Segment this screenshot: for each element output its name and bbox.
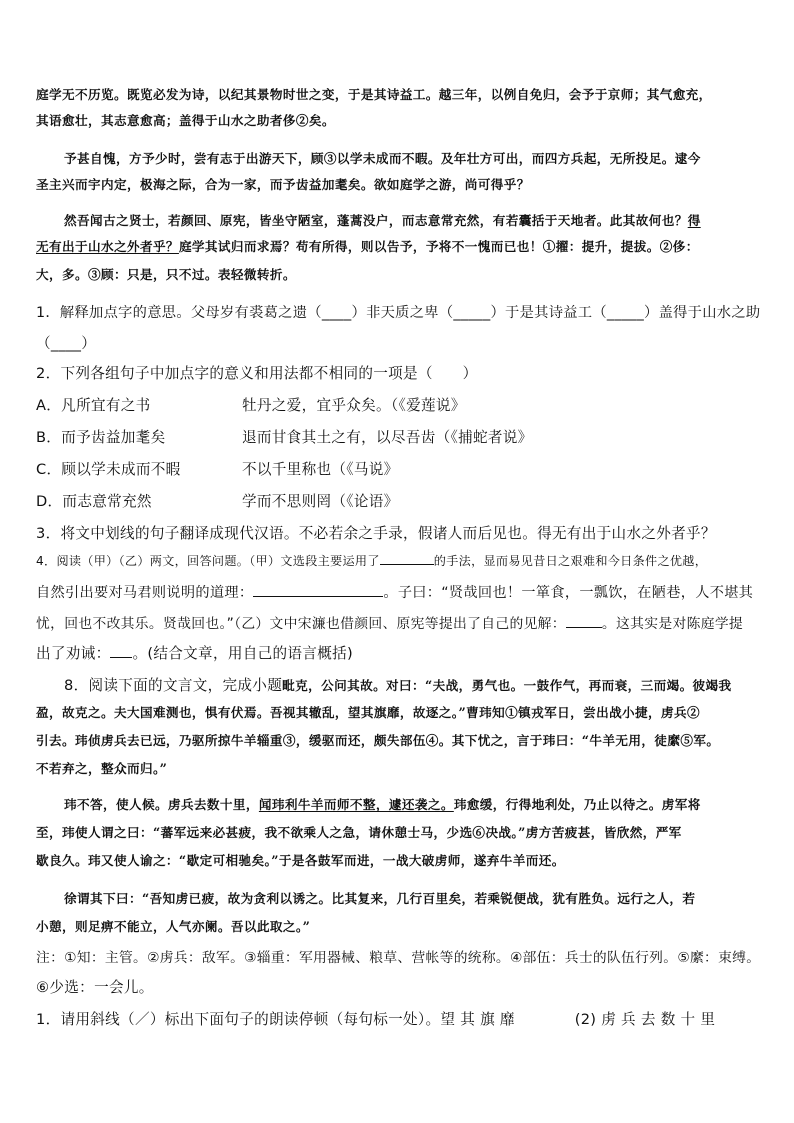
passage2-line: 盈，故克之。夫大国难测也，惧有伏焉。吾视其辙乱，望其旗靡，故逐之。”曹玮知①镇戎军日，尝出战小捷，虏兵② — [36, 705, 701, 720]
question-4-line — [36, 612, 743, 632]
question-4-line — [36, 552, 707, 569]
passage1-line — [36, 236, 699, 255]
option-left: D．而志意常充然 — [36, 493, 152, 510]
underlined-sentence: 得 — [687, 213, 701, 228]
q4-text: 自然引出要对马君则说明的道理： — [36, 585, 254, 601]
answer-blank[interactable] — [110, 645, 132, 658]
q5-part-2: (2) 虏 兵 去 数 十 里 — [574, 1011, 716, 1028]
option-a — [36, 394, 466, 415]
q5-part-1: 1．请用斜线（／）标出下面句子的朗读停顿（每句标一处）。望 其 旗 靡 — [36, 1011, 515, 1028]
passage2-line: 引去。玮侦虏兵去已远，乃驱所掠牛羊辎重③，缓驱而还，颇失部伍④。其下忧之，言于玮曰：“牛羊无用，徒縻⑤军。 — [36, 733, 720, 748]
passage2-text: 玮愈缓，行得地利处，乃止以待之。虏军将 — [453, 797, 701, 812]
answer-blank[interactable] — [253, 584, 383, 597]
option-left: B．而予齿益加耄矣 — [36, 429, 166, 446]
question-4-line — [36, 582, 753, 602]
q4-text: 。这其实是对陈庭学提 — [601, 616, 744, 632]
passage2-line: 歇良久。玮又使人谕之：“歇定可相驰矣。”于是各鼓军而进，一战大破虏师，遂弃牛羊而还。 — [36, 853, 565, 868]
option-right: 不以千里称也（《马说》 — [242, 461, 399, 478]
q4-text: 。(结合文章，用自己的语言概括) — [132, 645, 353, 662]
passage2-line — [64, 674, 732, 695]
passage1-line — [64, 210, 701, 229]
q4-text: 4．阅读（甲）（乙）两文，回答问题。（甲）文选段主要运用了 — [36, 554, 380, 568]
question-1: 1．解释加点字的意思。父母岁有裘葛之遗（____）非天质之卑（_____）于是其诗益工（_____）盖得于山水之助 — [36, 305, 761, 321]
passage1-text: 然吾闻古之贤士，若颜回、原宪，皆坐守陋室，蓬蒿没户，而志意常充然，有若囊括于天地者。此其故何也？ — [64, 213, 688, 228]
option-right: 牡丹之爱，宜乎众矣。（《爱莲说》 — [242, 397, 466, 414]
q4-text: 。子曰：“贤哉回也！一箪食，一瓢饮，在陋巷，人不堪其 — [383, 585, 754, 601]
passage2-line: 至，玮使人谓之曰：“蕃军远来必甚疲，我不欲乘人之急，请休憩士马，少选⑥决战。”虏方苦疲甚，皆欣然，严军 — [36, 825, 682, 840]
option-c — [36, 458, 399, 479]
q4-text: 忧，回也不改其乐。贤哉回也。”（乙）文中宋濂也借颜回、原宪等提出了自己的见解： — [36, 616, 566, 632]
passage2-line: 徐谓其下曰：“吾知虏已疲，故为贪利以诱之。比其复来，几行百里矣，若乘锐便战，犹有胜负。远行之人，若 — [64, 891, 696, 906]
passage1-line: 其语愈壮，其志意愈高；盖得于山水之助者侈②矣。 — [36, 113, 335, 128]
passage2-text: 玮不答，使人候。虏兵去数十里， — [64, 797, 259, 812]
question-3: 3．将文中划线的句子翻译成现代汉语。不必若余之手录，假诸人而后见也。得无有出于山水之外者乎？ — [36, 525, 716, 542]
question-stop-marks — [36, 1008, 715, 1029]
passage1-text: 庭学其试归而求焉？苟有所得，则以告予，予将不一愧而已也！①擢：提升，提拔。②侈： — [178, 239, 699, 254]
passage1-line: 予甚自愧，方予少时，尝有志于出游天下，顾③以学未成而不暇。及年壮方可出，而四方兵起，无所投足。逮今 — [64, 151, 701, 166]
option-right: 学而不思则罔（《论语》 — [242, 493, 399, 510]
answer-blank[interactable] — [380, 552, 434, 565]
passage2-line — [64, 794, 701, 813]
question-4-line — [36, 642, 353, 663]
option-b — [36, 426, 533, 447]
option-left: A．凡所宜有之书 — [36, 397, 151, 414]
underlined-sentence: 无有出于山水之外者乎？ — [36, 239, 179, 254]
passage1-line: 庭学无不历览。既览必发为诗，以纪其景物时世之变，于是其诗益工。越三年，以例自免归，会予于京师；其气愈充， — [36, 87, 712, 102]
passage1-line: 大，多。③顾：只是，只不过。表轻微转折。 — [36, 267, 296, 282]
q4-text: 的手法，显而易见昔日之艰难和今日条件之优越， — [433, 554, 708, 568]
notes-line: ⑥少选：一会儿。 — [36, 979, 154, 996]
option-right: 退而甘食其土之有，以尽吾齿（《捕蛇者说》 — [242, 429, 533, 446]
passage1-line: 圣主兴而宇内定，极海之际，合为一家，而予齿益加耄矣。欲如庭学之游，尚可得乎？ — [36, 177, 530, 192]
question-1-cont: （____） — [36, 335, 97, 352]
passage2-intro: 8．阅读下面的文言文，完成小题 — [64, 677, 283, 694]
passage2-line: 小憩，则足痹不能立，人气亦阑。吾以此取之。” — [36, 919, 311, 934]
question-2-stem: 2．下列各组句子中加点字的意义和用法都不相同的一项是（ ） — [36, 365, 478, 382]
underlined-sentence: 闻玮利牛羊而师不整，遽还袭之。 — [258, 797, 454, 812]
passage2-line: 不若弃之，整众而归。” — [36, 761, 168, 776]
option-left: C．顾以学未成而不暇 — [36, 461, 181, 478]
option-d — [36, 490, 399, 511]
q4-text: 出了劝诫： — [36, 645, 111, 662]
answer-blank[interactable] — [566, 615, 602, 628]
notes-line: 注：①知：主管。②虏兵：敌军。③辎重：军用器械、粮草、营帐等的统称。④部伍：兵士的队伍行列。⑤縻：束缚。 — [36, 950, 761, 966]
passage2-text: 毗克，公问其故。对曰：“夫战，勇气也。一鼓作气，再而衰，三而竭。彼竭我 — [282, 678, 732, 693]
